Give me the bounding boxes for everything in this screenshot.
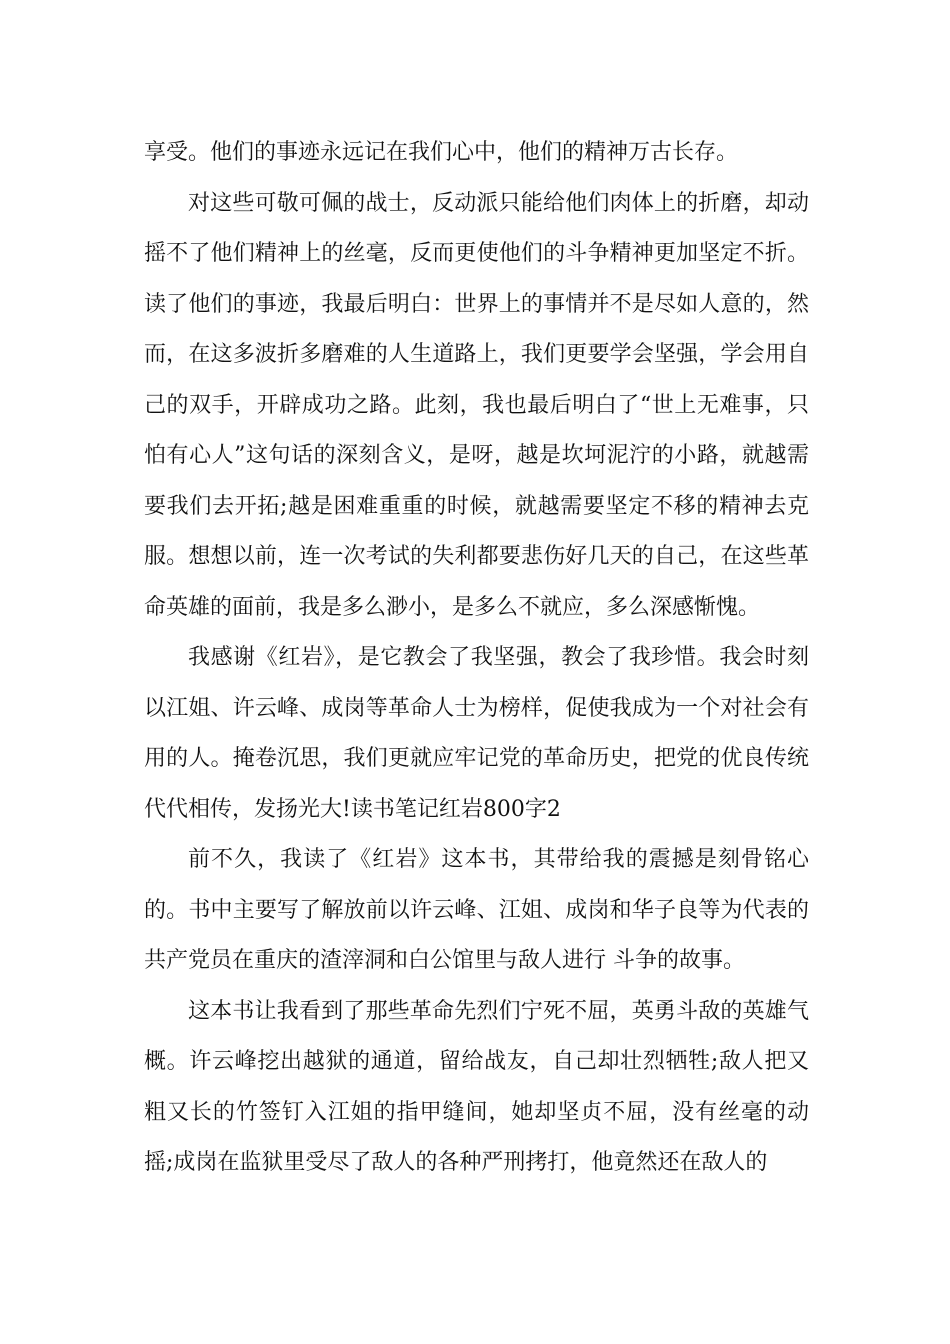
- paragraph-4: 前不久，我读了《红岩》这本书，其带给我的震撼是刻骨铭心的。书中主要写了解放前以许云峰、江姐、成岗和华子良等为代表的共产党员在重庆的渣滓洞和白公馆里与敌人进行 斗争的故事。: [144, 847, 809, 973]
- paragraph-2: 对这些可敬可佩的战士，反动派只能给他们肉体上的折磨，却动摇不了他们精神上的丝毫，反而更使他们的斗争精神更加坚定不折。读了他们的事迹，我最后明白：世界上的事情并不是尽如人意的，然而，在这多波折多磨难的人生道路上，我们更要学会坚强，学会用自己的双手，开辟成功之路。此刻，我也最后明白了“世上无难事，只怕有心人”这句话的深刻含义，是呀，越是坎坷泥泞的小路，就越需要我们去开拓;越是困难重重的时候，就越需要坚定不移的精神去克服。想想以前，连一次考试的失利都要悲伤好几天的自己，在这些革命英雄的面前，我是多么渺小，是多么不就应，多么深感惭愧。: [144, 190, 809, 620]
- paragraph-5: 这本书让我看到了那些革命先烈们宁死不屈，英勇斗敌的英雄气概。许云峰挖出越狱的通道，留给战友，自己却壮烈牺牲;敌人把又粗又长的竹签钉入江姐的指甲缝间，她却坚贞不屈，没有丝毫的动摇;成岗在监狱里受尽了敌人的各种严刑拷打，他竟然还在敌人的: [144, 998, 809, 1175]
- paragraph-3: 我感谢《红岩》，是它教会了我坚强，教会了我珍惜。我会时刻以江姐、许云峰、成岗等革命人士为榜样，促使我成为一个对社会有用的人。掩卷沉思，我们更就应牢记党的革命历史，把党的优良传统代代相传，发扬光大!读书笔记红岩800字2: [144, 645, 809, 822]
- paragraph-1: 享受。他们的事迹永远记在我们心中，他们的精神万古长存。: [144, 140, 739, 165]
- document-body: [144, 128, 809, 1189]
